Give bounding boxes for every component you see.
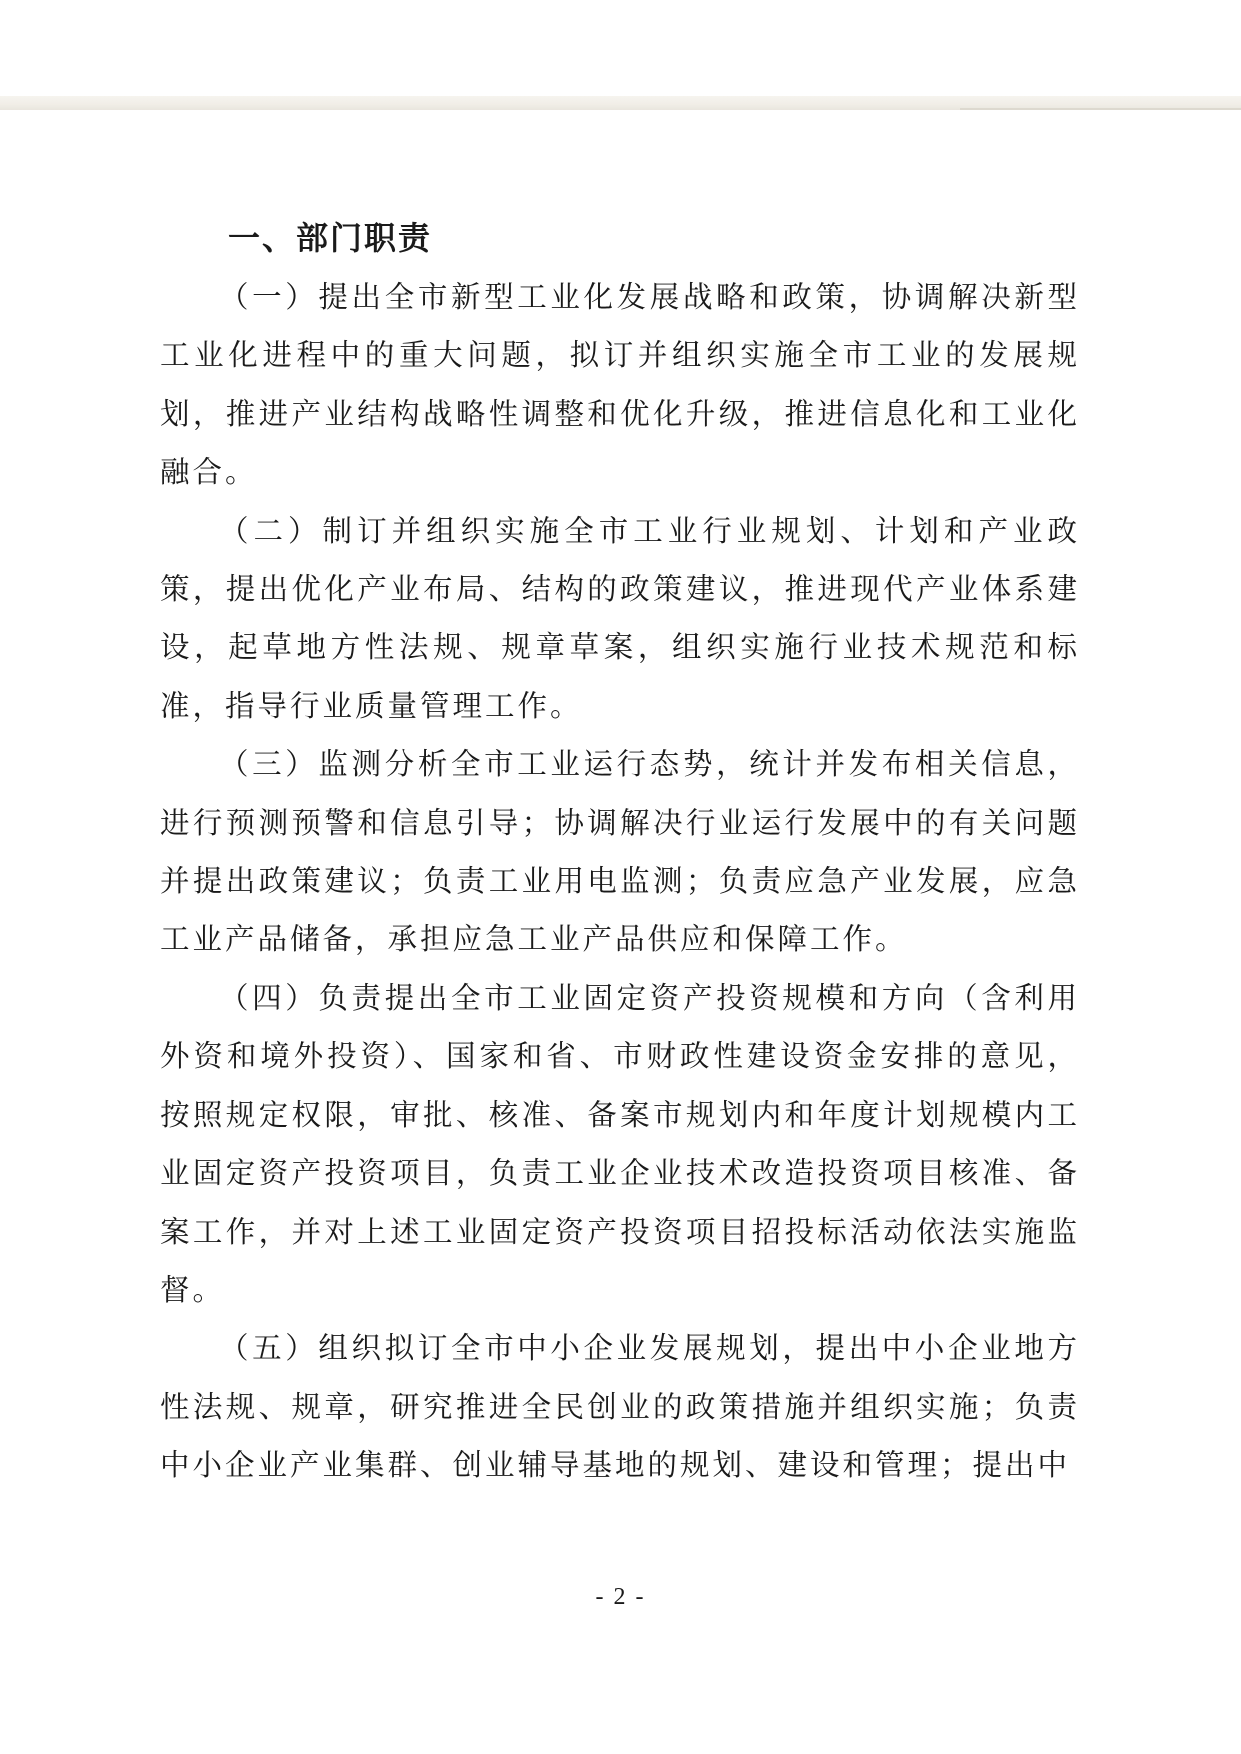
page-number: - 2 - [595, 1584, 646, 1610]
section-heading: 一、部门职责 [228, 219, 433, 257]
document-body [160, 218, 1080, 1495]
paragraph-2: （二）制订并组织实施全市工业行业规划、计划和产业政策，提出优化产业布局、结构的政策建议，推进现代产业体系建设，起草地方性法规、规章草案，组织实施行业技术规范和标准，指导行业质量管理工作。 [160, 513, 1080, 723]
paragraph-3: （三）监测分析全市工业运行态势，统计并发布相关信息，进行预测预警和信息引导；协调解决行业运行发展中的有关问题并提出政策建议；负责工业用电监测；负责应急产业发展，应急工业产品储备，承担应急工业产品供应和保障工作。 [160, 747, 1080, 957]
page-top-rule [960, 108, 1241, 110]
paragraph-1: （一）提出全市新型工业化发展战略和政策，协调解决新型工业化进程中的重大问题，拟订并组织实施全市工业的发展规划，推进产业结构战略性调整和优化升级，推进信息化和工业化融合。 [160, 280, 1080, 490]
paragraph-4: （四）负责提出全市工业固定资产投资规模和方向（含利用外资和境外投资）、国家和省、市财政性建设资金安排的意见，按照规定权限，审批、核准、备案市规划内和年度计划规模内工业固定资产投资项目，负责工业企业技术改造投资项目核准、备案工作，并对上述工业固定资产投资项目招投标活动依法实施监督。 [160, 980, 1080, 1307]
paragraph-5: （五）组织拟订全市中小企业发展规划，提出中小企业地方性法规、规章，研究推进全民创业的政策措施并组织实施；负责中小企业产业集群、创业辅导基地的规划、建设和管理；提出中 [160, 1331, 1080, 1483]
